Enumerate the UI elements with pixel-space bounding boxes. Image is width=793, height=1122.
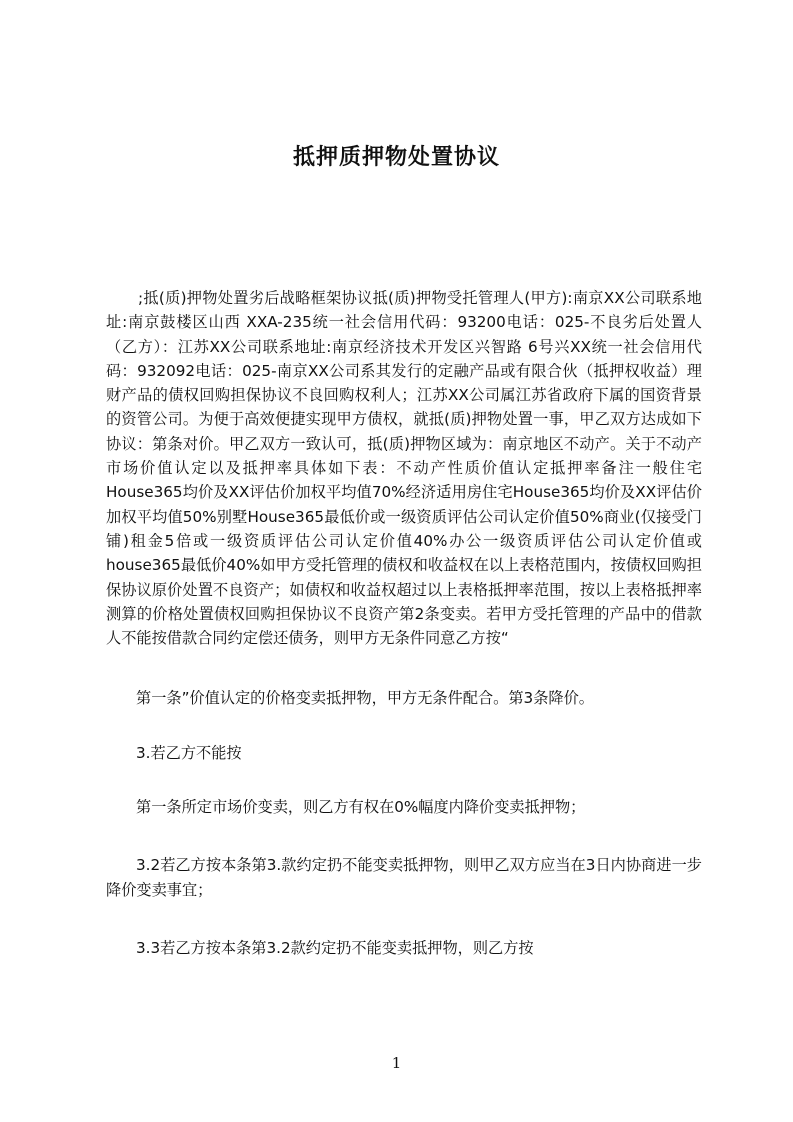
paragraph-clause-3-3: 3.3若乙方按本条第3.2款约定扔不能变卖抵押物，则乙方按 [136, 938, 534, 957]
paragraph-clause-3: 3.若乙方不能按 [136, 743, 242, 762]
paragraph-parties-and-terms: ;抵(质)押物处置劣后战略框架协议抵(质)押物受托管理人(甲方):南京XX公司联系地址:南京鼓楼区山西 XXA-235统一社会信用代码：93200电话：025-不良劣后处置人（乙方）：江苏XX公司联系地址:南京经济技术开发区兴智路 6号兴XX统一社会信用代码：932092电话：025-南京XX公司系其发行的定融产品或有限合伙（抵押权收益）理财产品的债权回购担保协议不良回购权利人；江苏XX公司属江苏省政府下属的国资背景的资管公司。为便于高效便捷实现甲方债权，就抵(质)押物处置一事，甲乙双方达成如下协议：第条对价。甲乙双方一致认可，抵(质)押物区域为：南京地区不动产。关于不动产市场价值认定以及抵押率具体如下表：不动产性质价值认定抵押率备注一般住宅House365均价及XX评估价加权平均值70%经济适用房住宅House365均价及XX评估价加权平均值50%别墅House365最低价或一级资质评估公司认定价值50%商业(仅接受门铺)租金5倍或一级资质评估公司认定价值40%办公一级资质评估公司认定价值或house365最低价40%如甲方受托管理的债权和收益权在以上表格范围内，按债权回购担保协议原价处置不良资产；如债权和收益权超过以上表格抵押率范围，按以上表格抵押率测算的价格处置债权回购担保协议不良资产第2条变卖。若甲方受托管理的产品中的借款人不能按借款合同约定偿还债务，则甲方无条件同意乙方按“ [106, 289, 702, 648]
document-body [106, 286, 702, 960]
paragraph-clause-3-2: 3.2若乙方按本条第3.款约定扔不能变卖抵押物，则甲乙双方应当在3日内协商进一步降价变卖事宜； [106, 856, 702, 899]
document-title: 抵押质押物处置协议 [292, 145, 500, 170]
page-number: 1 [391, 1054, 402, 1072]
paragraph-article-one: 第一条”价值认定的价格变卖抵押物，甲方无条件配合。第3条降价。 [136, 689, 594, 708]
paragraph-clause-3-1: 第一条所定市场价变卖，则乙方有权在0%幅度内降价变卖抵押物； [136, 798, 586, 817]
